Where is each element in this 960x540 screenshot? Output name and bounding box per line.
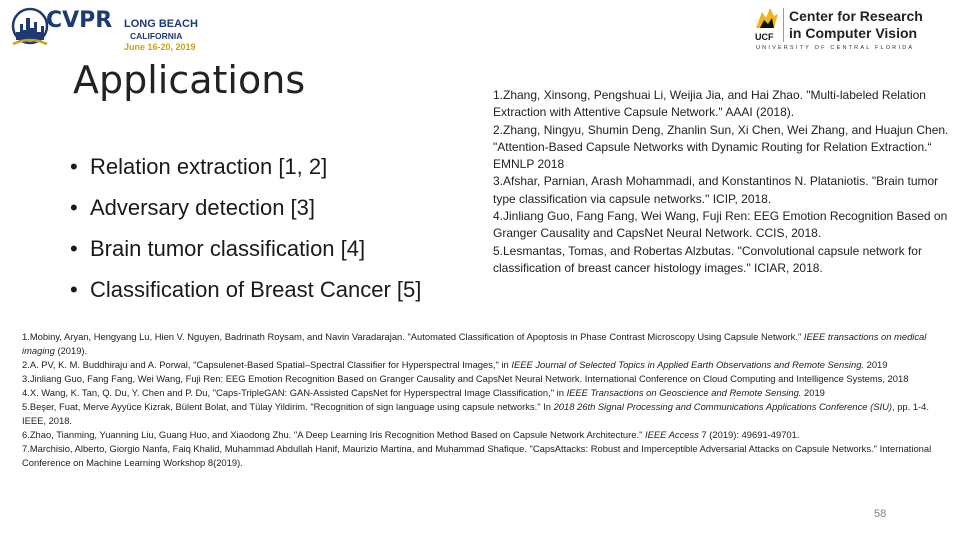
ref-text-end: , pp. 1-4. IEEE, 2018. (22, 401, 929, 426)
ref-venue: IEEE Access (645, 429, 699, 440)
crcv-name-line2: in Computer Vision (789, 25, 918, 41)
bullet-item (70, 187, 421, 228)
ref-text-end: 2019 (864, 359, 888, 370)
bullet-item (70, 269, 421, 310)
cvpr-wordmark: CVPR (46, 8, 113, 33)
ucf-crcv-logo (752, 4, 952, 54)
footer-reference-item (22, 372, 942, 386)
bullet-text: Classification of Breast Cancer [5] (90, 277, 422, 302)
ref-text: 1.Mobiny, Aryan, Hengyang Lu, Hien V. Nguyen, Badrinath Roysam, and Navin Varadarajan. "Automated Classification of Apoptosis in Phase Contrast Microscopy Using Capsule Network." (22, 331, 804, 342)
reference-item: 1.Zhang, Xinsong, Pengshuai Li, Weijia Jia, and Hai Zhao. "Multi-labeled Relation Extraction with Attentive Capsule Network." AAAI (2018). (493, 88, 926, 120)
ref-text-end: (2019). (54, 345, 88, 356)
bullet-item (70, 146, 421, 187)
ref-text: 5.Beşer, Fuat, Merve Ayyüce Kizrak, Bülent Bolat, and Tülay Yildirim. "Recognition of sign language using capsule networks." In (22, 401, 554, 412)
application-bullet-list (70, 146, 421, 310)
footer-reference-item (22, 442, 942, 470)
reference-item: 5.Lesmantas, Tomas, and Robertas Alzbutas. "Convolutional capsule network for classification of breast cancer histology images." ICIAR, 2018. (493, 243, 922, 275)
footer-reference-item (22, 428, 942, 442)
reference-item: 4.Jinliang Guo, Fang Fang, Wei Wang, Fuji Ren: EEG Emotion Recognition Based on Granger Causality and CapsNet Neural Network. CCIS, 2018. (493, 209, 948, 241)
bullet-text: Relation extraction [1, 2] (90, 154, 328, 179)
reference-item: 2.Zhang, Ningyu, Shumin Deng, Zhanlin Sun, Xi Chen, Wei Zhang, and Huajun Chen. "Attention-Based Capsule Networks with Dynamic Routing for Relation Extraction.“ EMNLP 2018 (493, 122, 949, 172)
cvpr-dates: June 16-20, 2019 (124, 42, 196, 52)
bullet-text: Adversary detection [3] (90, 195, 316, 220)
ref-venue: IEEE transactions on medical imaging (22, 331, 927, 356)
bullet-icon: • (70, 277, 78, 302)
ref-text-end: 7 (2019): 49691-49701. (698, 429, 800, 440)
bullet-text: Brain tumor classification [4] (90, 236, 366, 261)
cvpr-skyline-icon (10, 6, 50, 52)
footer-references (22, 330, 942, 470)
ucf-university-name: UNIVERSITY OF CENTRAL FLORIDA (756, 45, 915, 51)
ucf-abbr: UCF (755, 32, 774, 42)
slide-title: Applications (73, 58, 306, 102)
ref-text: 4.X. Wang, K. Tan, Q. Du, Y. Chen and P. Du, "Caps-TripleGAN: GAN-Assisted CapsNet for Hyperspectral Image Classification," in (22, 387, 567, 398)
cvpr-logo (10, 6, 210, 52)
bullet-icon: • (70, 195, 78, 220)
ref-venue: IEEE Journal of Selected Topics in Applied Earth Observations and Remote Sensing. (511, 359, 865, 370)
footer-reference-item (22, 386, 942, 400)
bullet-item (70, 228, 421, 269)
logo-divider (783, 8, 784, 42)
ref-text: 3.Jinliang Guo, Fang Fang, Wei Wang, Fuji Ren: EEG Emotion Recognition Based on Granger Causality and CapsNet Neural Network. International Conference on Cloud Computing and Intelligence Systems, 2018 (22, 373, 909, 384)
footer-reference-item (22, 400, 942, 428)
ref-venue: 2018 26th Signal Processing and Communications Applications Conference (SIU) (553, 401, 892, 412)
ref-venue: IEEE Transactions on Geoscience and Remote Sensing. (566, 387, 802, 398)
bullet-icon: • (70, 154, 78, 179)
ref-text-end: 2019 (801, 387, 825, 398)
reference-item: 3.Afshar, Parnian, Arash Mohammadi, and Konstantinos N. Plataniotis. "Brain tumor type classification via capsule networks." ICIP, 2018. (493, 174, 939, 206)
ucf-pegasus-icon (752, 4, 782, 32)
ref-text: 6.Zhao, Tianming, Yuanning Liu, Guang Huo, and Xiaodong Zhu. "A Deep Learning Iris Recognition Method Based on Capsule Network Architecture." (22, 429, 646, 440)
ref-text: 2.A. PV, K. M. Buddhiraju and A. Porwal, "Capsulenet-Based Spatial–Spectral Classifier for Hyperspectral Images," in (22, 359, 512, 370)
cvpr-location-city: LONG BEACH (124, 18, 198, 30)
ref-text: 7.Marchisio, Alberto, Giorgio Nanfa, Faiq Khalid, Muhammad Abdullah Hanif, Maurizio Martina, and Muhammad Shafique. "CapsAttacks: Robust and Imperceptible Adversarial Attacks on Capsule Networks." International Conference on Machine Learning Workshop 8(2019). (22, 443, 932, 468)
footer-reference-item (22, 330, 942, 358)
page-number: 58 (874, 508, 887, 520)
cvpr-location-state: CALIFORNIA (130, 31, 183, 41)
footer-reference-item (22, 358, 942, 372)
crcv-name-line1: Center for Research (789, 8, 923, 24)
application-references (493, 87, 953, 277)
bullet-icon: • (70, 236, 78, 261)
